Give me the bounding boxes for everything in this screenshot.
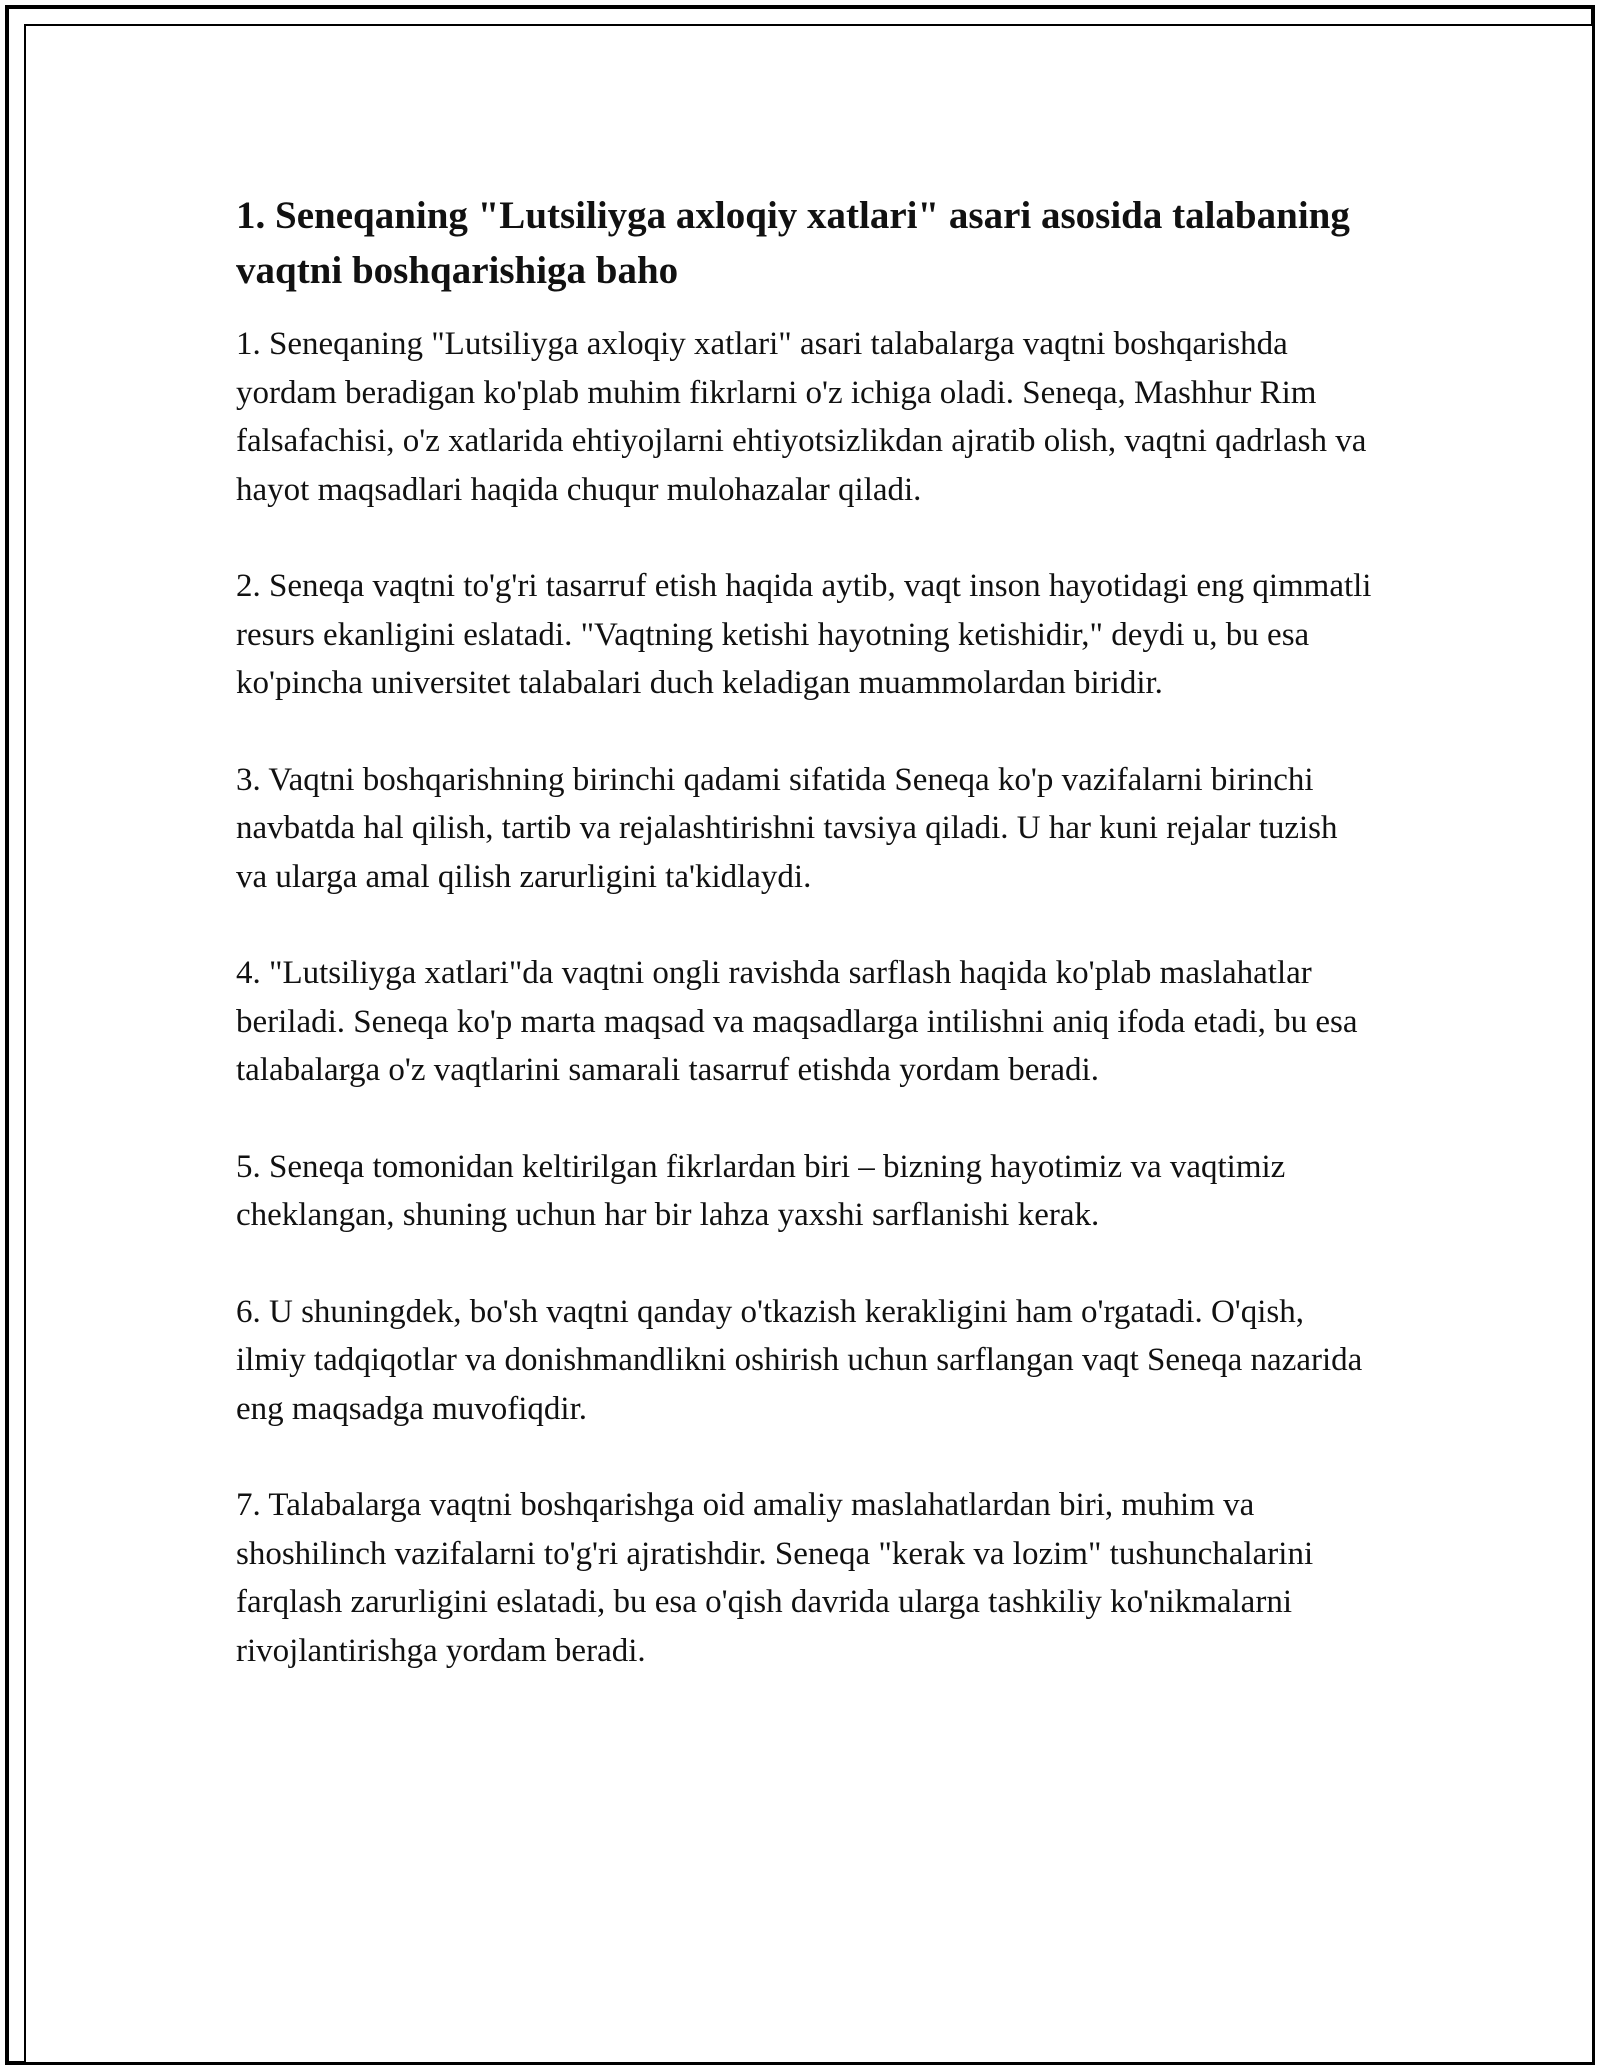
paragraph-1: 1. Seneqaning "Lutsiliyga axloqiy xatlari" asari talabalarga vaqtni boshqarishda yordam beradigan ko'plab muhim fikrlarni o'z ichiga oladi. Seneqa, Mashhur Rim falsafachisi, o'z xatlarida ehtiyojlarni ehtiyotsizlikdan ajratib olish, vaqtni qadrlash va hayot maqsadlari haqida chuqur mulohazalar qiladi. bbox=[236, 326, 1367, 508]
document-body bbox=[236, 188, 1376, 1723]
paragraph-7: 7. Talabalarga vaqtni boshqarishga oid amaliy maslahatlardan biri, muhim va shoshilinch vazifalarni to'g'ri ajratishdir. Seneqa "kerak va lozim" tushunchalarini farqlash zarurligini eslatadi, bu esa o'qish davrida ularga tashkiliy ko'nikmalarni rivojlantirishga yordam beradi. bbox=[236, 1487, 1314, 1669]
document-title: 1. Seneqaning "Lutsiliyga axloqiy xatlari" asari asosida talabaning vaqtni boshqarishiga baho bbox=[236, 194, 1350, 292]
paragraph-6: 6. U shuningdek, bo'sh vaqtni qanday o'tkazish kerakligini ham o'rgatadi. O'qish, ilmiy tadqiqotlar va donishmandlikni oshirish uchun sarflangan vaqt Seneqa nazarida eng maqsadga muvofiqdir. bbox=[236, 1293, 1363, 1427]
paragraph-4: 4. "Lutsiliyga xatlari"da vaqtni ongli ravishda sarflash haqida ko'plab maslahatlar beriladi. Seneqa ko'p marta maqsad va maqsadlarga intilishni aniq ifoda etadi, bu esa talabalarga o'z vaqtlarini samarali tasarruf etishda yordam beradi. bbox=[236, 955, 1358, 1088]
paragraph-3: 3. Vaqtni boshqarishning birinchi qadami sifatida Seneqa ko'p vazifalarni birinchi navbatda hal qilish, tartib va rejalashtirishni tavsiya qiladi. U har kuni rejalar tuzish va ularga amal qilish zarurligini ta'kidlaydi. bbox=[236, 761, 1338, 895]
paragraph-5: 5. Seneqa tomonidan keltirilgan fikrlardan biri – bizning hayotimiz va vaqtimiz cheklangan, shuning uchun har bir lahza yaxshi sarflanishi kerak. bbox=[236, 1148, 1286, 1233]
paragraph-2: 2. Seneqa vaqtni to'g'ri tasarruf etish haqida aytib, vaqt inson hayotidagi eng qimmatli resurs ekanligini eslatadi. "Vaqtning ketishi hayotning ketishidir," deydi u, bu esa ko'pincha universitet talabalari duch keladigan muammolardan biridir. bbox=[236, 568, 1372, 701]
